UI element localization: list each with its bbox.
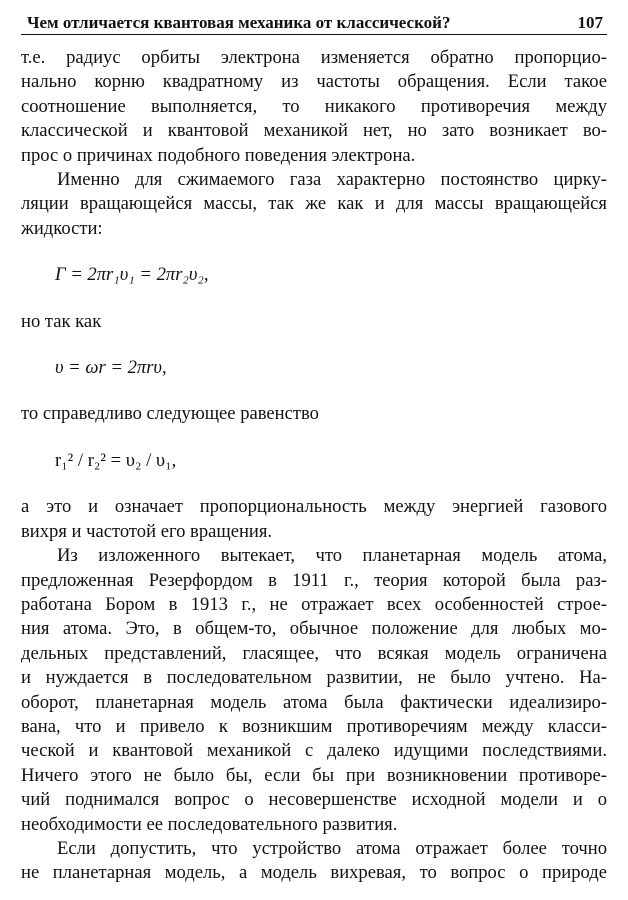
text-line: классической и квантовой механикой нет, но зато возникает во- [21,120,607,142]
book-page [21,12,607,886]
paragraph-4 [21,544,607,837]
text-line: дельных представлений, гласящее, что всякая модель ограничена [21,642,607,664]
text-line: предложенная Резерфордом в 1911 г., теория которой была раз- [21,569,607,591]
text-line: ния атома. Это, в общем-то, обычное положение для любых мо- [21,618,607,640]
text-line: работана Бором в 1913 г., не отражает всех особенностей строе- [21,593,607,615]
formula-ratio: r₁² / r₂² = υ₂ / υ₁, [55,449,177,471]
formula-velocity: υ = ωr = 2πrυ, [55,357,167,379]
text-line: ческой и квантовой механикой с далеко идущими последствиями. [21,740,607,762]
chapter-title: Чем отличается квантовая механика от классической? [27,13,451,32]
text-line: жидкости: [21,217,103,239]
text-line: и нуждается в последовательном развитии, не было учтено. На- [21,667,607,689]
text-line: т.е. радиус орбиты электрона изменяется обратно пропорцио- [21,47,607,68]
text-line: Ничего этого не было бы, если бы при возникновении противоре- [21,764,607,786]
page-number: 107 [577,13,603,32]
formula-circulation: Г = 2πr₁υ₁ = 2πr₂υ₂, [55,264,209,286]
paragraph-3 [21,495,607,544]
text-line: чий поднимался вопрос о несовершенстве исходной модели и о [21,789,607,811]
text-then: то справедливо следующее равенство [21,403,319,425]
page-body [21,46,607,886]
text-line: необходимости ее последовательного развития. [21,813,398,835]
text-line: Именно для сжимаемого газа характерно постоянство цирку- [57,169,607,191]
text-line: не планетарная модель, а модель вихревая, то вопрос о природе [21,862,607,884]
text-line: а это и означает пропорциональность между энергией газового [21,496,607,518]
text-line: Если допустить, что устройство атома отражает более точно [57,837,607,859]
text-but-since: но так как [21,310,102,332]
paragraph-5 [21,837,607,886]
text-line: прос о причинах подобного поведения электрона. [21,144,416,166]
text-line: нально корню квадратному из частоты обращения. Если такое [21,71,607,93]
text-line: вана, что и привело к возникшим противоречиям между класси- [21,715,607,737]
text-line: ляции вращающейся массы, так же как и для массы вращающейся [21,193,607,215]
text-line: Из изложенного вытекает, что планетарная модель атома, [57,545,607,567]
paragraph-2 [21,168,607,241]
paragraph-1 [21,46,607,168]
text-line: вихря и частотой его вращения. [21,520,273,542]
text-line: оборот, планетарная модель атома была фактически идеализиро- [21,691,607,713]
running-header [21,12,607,35]
text-line: соотношение выполняется, то никакого противоречия между [21,95,607,117]
